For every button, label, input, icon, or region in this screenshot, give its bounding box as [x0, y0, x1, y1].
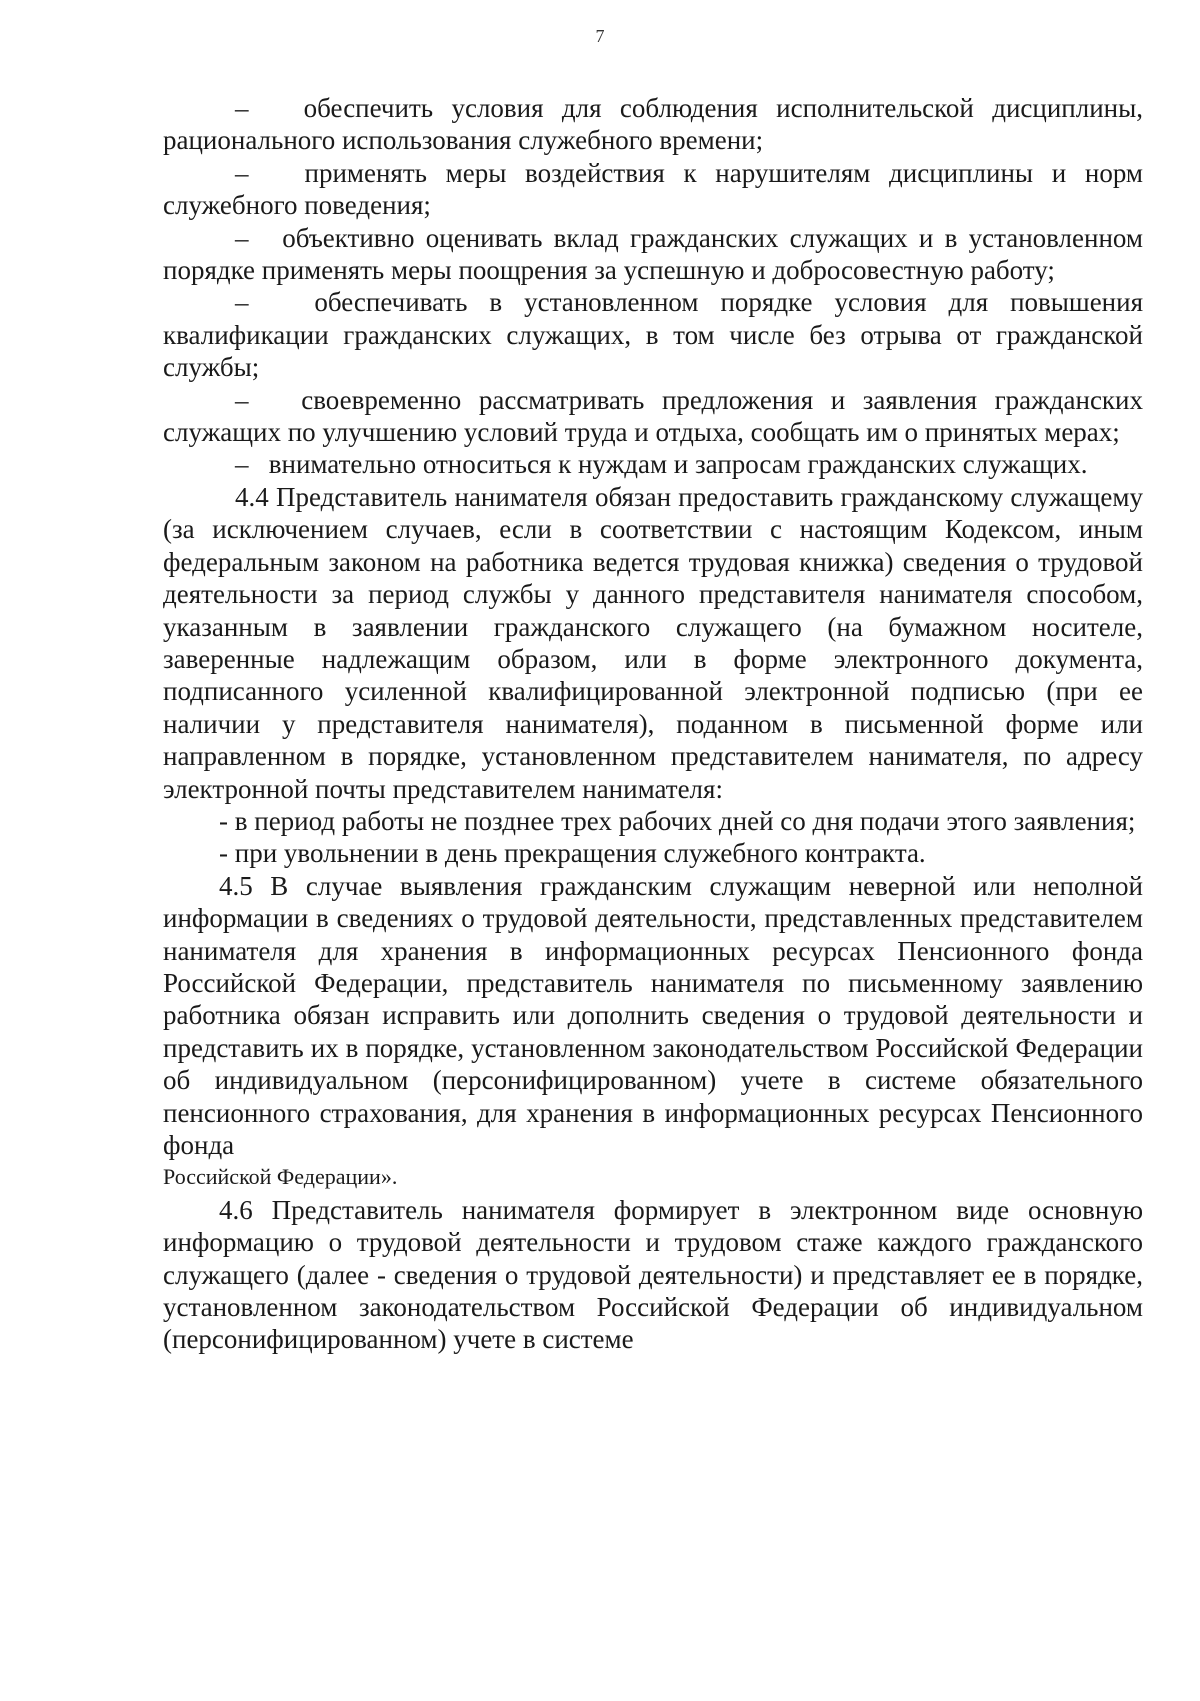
paragraph-4-4: 4.4 Представитель нанимателя обязан предоставить гражданскому служащему (за исключением случаев, если в соответствии с настоящим Кодексом, иным федеральным законом на работника ведется трудовая книжка) сведения о трудовой деятельности за период службы у данного представителя нанимателя способом, указанным в заявлении гражданского служащего (на бумажном носителе, заверенные надлежащим образом, или в форме электронного документа, подписанного усиленной квалифицированной электронной подписью (при ее наличии у представителя нанимателя), поданном в письменной форме или направленном в порядке, установленном представителем нанимателя, по адресу электронной почты представителем нанимателя: [163, 481, 1143, 804]
paragraph-4-6: 4.6 Представитель нанимателя формирует в электронном виде основную информацию о трудовой деятельности и трудовом стаже каждого гражданского служащего (далее - сведения о трудовой деятельности) и представляет ее в порядке, установленном законодательством Российской Федерации об индивидуальном (персонифицированном) учете в системе [163, 1194, 1143, 1355]
sub-item: - при увольнении в день прекращения служебного контракта. [219, 838, 926, 869]
sub-item: - в период работы не позднее трех рабочих дней со дня подачи этого заявления; [219, 805, 1136, 836]
list-item: – внимательно относиться к нуждам и запросам гражданских служащих. [235, 449, 1088, 480]
paragraph-4-5: 4.5 В случае выявления гражданским служащим неверной или неполной информации в сведениях о трудовой деятельности, представленных представителем нанимателя для хранения в информационных ресурсах Пенсионного фонда Российской Федерации, представитель нанимателя по письменному заявлению работника обязан исправить или дополнить сведения о трудовой деятельности и представить их в порядке, установленном законодательством Российской Федерации об индивидуальном (персонифицированном) учете в системе обязательного пенсионного страхования, для хранения в информационных ресурсах Пенсионного фонда [163, 870, 1143, 1160]
page-number: 7 [595, 26, 605, 46]
list-item: – объективно оценивать вклад гражданских служащих и в установленном порядке применять меры поощрения за успешную и добросовестную работу; [163, 222, 1143, 286]
list-item: – обеспечить условия для соблюдения исполнительской дисциплины, рационального использования служебного времени; [163, 93, 1143, 156]
document-body [163, 92, 1143, 1356]
list-item: – обеспечивать в установленном порядке условия для повышения квалификации гражданских служащих, в том числе без отрыва от гражданской службы; [163, 287, 1143, 383]
paragraph-4-5-end: Российской Федерации». [163, 1164, 398, 1190]
list-item: – применять меры воздействия к нарушителям дисциплины и норм служебного поведения; [163, 157, 1143, 221]
list-item: – своевременно рассматривать предложения и заявления гражданских служащих по улучшению условий труда и отдыха, сообщать им о принятых мерах; [163, 384, 1143, 448]
